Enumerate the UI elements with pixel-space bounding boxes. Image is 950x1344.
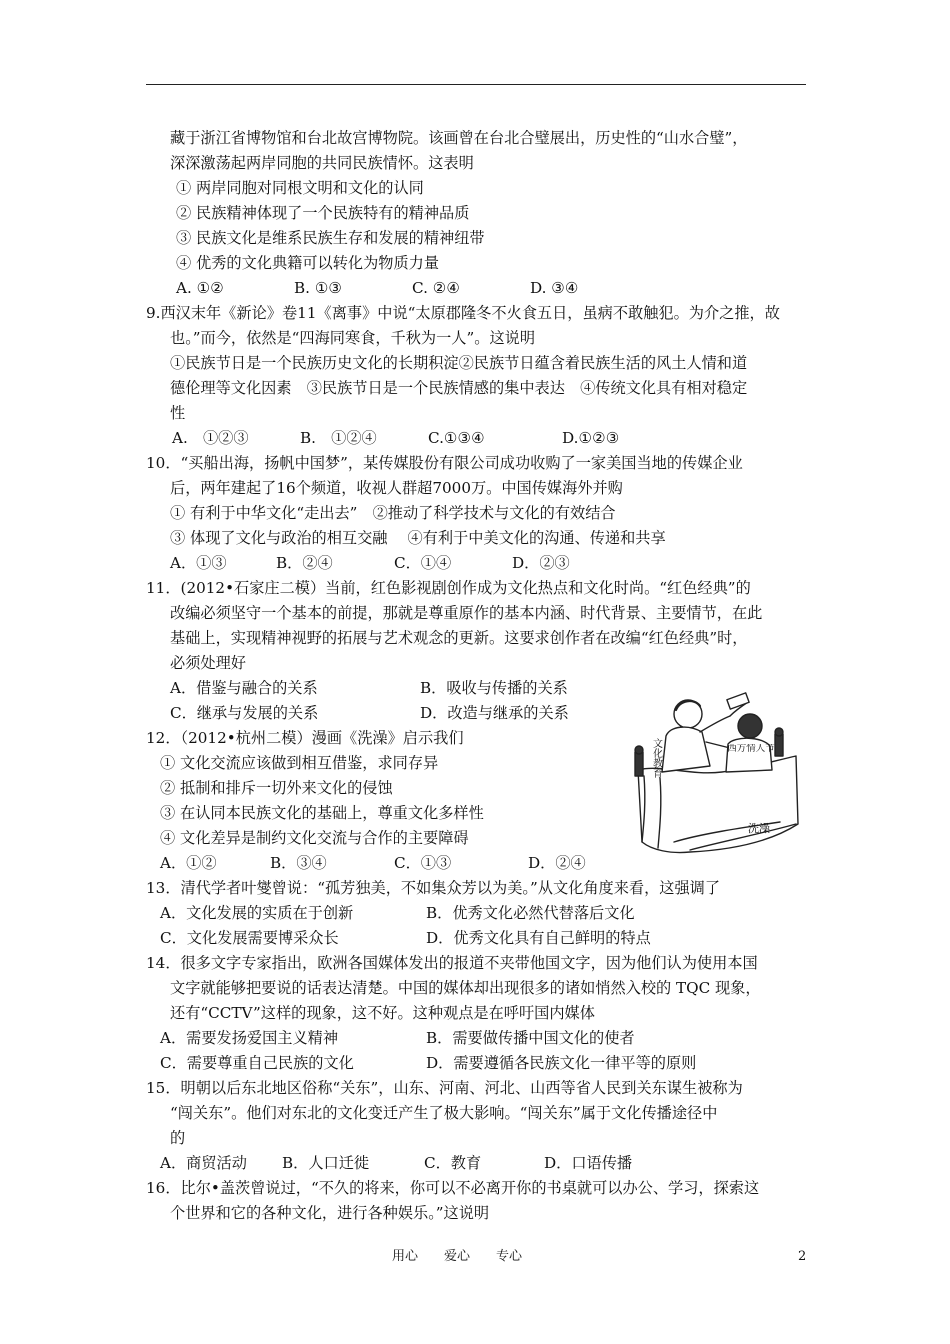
q9-option-d: D.①②③ — [562, 429, 620, 447]
q10-stem-line-1: 10．“买船出海，扬帆中国梦”，某传媒股份有限公司成功收购了一家美国当地的传媒企业 — [146, 454, 743, 472]
q9-option-c: C.①③④ — [428, 429, 485, 447]
q12-option-c: C．①③ — [394, 854, 452, 872]
q11-stem-line-2: 改编必须坚守一个基本的前提，那就是尊重原作的基本内涵、时代背景、主要情节，在此 — [170, 604, 763, 622]
q13-option-c: C．文化发展需要博采众长 — [160, 929, 339, 947]
q15-option-d: D．口语传播 — [544, 1154, 633, 1172]
q10-option-d: D．②③ — [512, 554, 570, 572]
q8-option-d: D. ③④ — [530, 279, 579, 297]
q13-stem: 13．清代学者叶燮曾说：“孤芳独美，不如集众芳以为美。”从文化角度来看，这强调了 — [146, 879, 721, 897]
q9-stem-line-2: 也。”而今，依然是“四海同寒食，千秋为一人”。这说明 — [170, 329, 536, 347]
q8-stem-line-2: 深深激荡起两岸同胞的共同民族情怀。这表明 — [170, 154, 474, 172]
q8-option-b: B. ①③ — [294, 279, 343, 297]
q14-stem-line-1: 14．很多文字专家指出，欧洲各国媒体发出的报道不夹带他国文字，因为他们认为使用本国 — [146, 954, 758, 972]
q8-stem-line-1: 藏于浙江省博物馆和台北故宫博物院。该画曾在台北合璧展出，历史性的“山水合璧”， — [170, 129, 748, 147]
q11-stem-line-4: 必须处理好 — [170, 654, 246, 672]
q9-statements-line-3: 性 — [170, 404, 186, 422]
q10-option-c: C．①④ — [394, 554, 452, 572]
q8-statement-2: ② 民族精神体现了一个民族特有的精神品质 — [176, 204, 470, 222]
q12-option-b: B．③④ — [270, 854, 327, 872]
q8-statement-1: ① 两岸同胞对同根文明和文化的认同 — [176, 179, 424, 197]
q12-option-d: D．②④ — [528, 854, 586, 872]
q8-statement-4: ④ 优秀的文化典籍可以转化为物质力量 — [176, 254, 440, 272]
page-number: 2 — [798, 1249, 807, 1264]
q11-stem-line-1: 11．(2012•石家庄二模）当前，红色影视剧创作成为文化热点和文化时尚。“红色经典”的 — [146, 579, 751, 597]
q11-stem-line-3: 基础上，实现精神视野的拓展与艺术观念的更新。这要求创作者在改编“红色经典”时， — [170, 629, 748, 647]
q10-statements-line-1: ① 有利于中华文化“走出去” ②推动了科学技术与文化的有效结合 — [170, 504, 616, 522]
q9-stem-line-1: 9.西汉末年《新论》卷11《离事》中说“太原郡隆冬不火食五日，虽病不敢触犯。为介之推，故 — [146, 304, 780, 322]
q14-stem-line-2: 文字就能够把要说的话表达清楚。中国的媒体却出现很多的诸如悄然入校的 TQC 现象， — [170, 979, 761, 997]
q12-stem: 12．（2012•杭州二模）漫画《洗澡》启示我们 — [146, 729, 464, 747]
q12-statement-3: ③ 在认同本民族文化的基础上，尊重文化多样性 — [160, 804, 484, 822]
q14-stem-line-3: 还有“CCTV”这样的现象，这不好。这种观点是在呼吁国内媒体 — [170, 1004, 595, 1022]
q16-stem-line-2: 个世界和它的各种文化，进行各种娱乐。”这说明 — [170, 1204, 490, 1222]
q11-option-b: B．吸收与传播的关系 — [420, 679, 568, 697]
footer-motto: 用心 爱心 专心 — [392, 1249, 523, 1264]
header-rule — [146, 84, 806, 85]
q9-option-a: A. ①②③ — [172, 429, 249, 447]
q9-option-b: B. ①②④ — [300, 429, 377, 447]
q14-option-d: D．需要遵循各民族文化一律平等的原则 — [426, 1054, 697, 1072]
q15-stem-line-1: 15．明朝以后东北地区俗称“关东”，山东、河南、河北、山西等省人民到关东谋生被称为 — [146, 1079, 743, 1097]
q8-option-c: C. ②④ — [412, 279, 460, 297]
q16-stem-line-1: 16．比尔•盖茨曾说过，“不久的将来，你可以不必离开你的书桌就可以办公、学习，探索这 — [146, 1179, 760, 1197]
q10-option-b: B．②④ — [276, 554, 333, 572]
q9-statements-line-2: 德伦理等文化因素 ③民族节日是一个民族情感的集中表达 ④传统文化具有相对稳定 — [170, 379, 748, 397]
cartoon-label-western-valentines: 西方情人节 — [727, 744, 775, 754]
q12-statement-1: ① 文化交流应该做到相互借鉴，求同存异 — [160, 754, 439, 772]
cartoon-label-bath: 洗澡 — [748, 823, 770, 835]
q11-option-a: A．借鉴与融合的关系 — [170, 679, 318, 697]
q10-statements-line-2: ③ 体现了文化与政治的相互交融 ④有利于中美文化的沟通、传递和共享 — [170, 529, 666, 547]
q13-option-d: D．优秀文化具有自己鲜明的特点 — [426, 929, 651, 947]
q11-option-d: D．改造与继承的关系 — [420, 704, 569, 722]
q15-stem-line-3: 的 — [170, 1129, 186, 1147]
q15-option-b: B．人口迁徙 — [282, 1154, 370, 1172]
q11-option-c: C．继承与发展的关系 — [170, 704, 319, 722]
q12-statement-4: ④ 文化差异是制约文化交流与合作的主要障碍 — [160, 829, 469, 847]
q8-statement-3: ③ 民族文化是维系民族生存和发展的精神纽带 — [176, 229, 485, 247]
cartoon-label-culture-education: 文化教育 — [650, 738, 662, 778]
q9-statements-line-1: ①民族节日是一个民族历史文化的长期积淀②民族节日蕴含着民族生活的风土人情和道 — [170, 354, 748, 372]
q15-stem-line-2: “闯关东”。他们对东北的文化变迁产生了极大影响。“闯关东”属于文化传播途径中 — [170, 1104, 718, 1122]
q13-option-a: A．文化发展的实质在于创新 — [160, 904, 354, 922]
q12-statement-2: ② 抵制和排斥一切外来文化的侵蚀 — [160, 779, 393, 797]
cartoon-bath-illustration — [630, 692, 805, 864]
q14-option-b: B．需要做传播中国文化的使者 — [426, 1029, 635, 1047]
q14-option-a: A．需要发扬爱国主义精神 — [160, 1029, 339, 1047]
q14-option-c: C．需要尊重自己民族的文化 — [160, 1054, 354, 1072]
q10-option-a: A．①③ — [170, 554, 227, 572]
q13-option-b: B．优秀文化必然代替落后文化 — [426, 904, 635, 922]
q8-option-a: A. ①② — [176, 279, 224, 297]
q10-stem-line-2: 后，两年建起了16个频道，收视人群超7000万。中国传媒海外并购 — [170, 479, 623, 497]
q15-option-a: A．商贸活动 — [160, 1154, 247, 1172]
q12-option-a: A．①② — [160, 854, 217, 872]
q15-option-c: C．教育 — [424, 1154, 482, 1172]
